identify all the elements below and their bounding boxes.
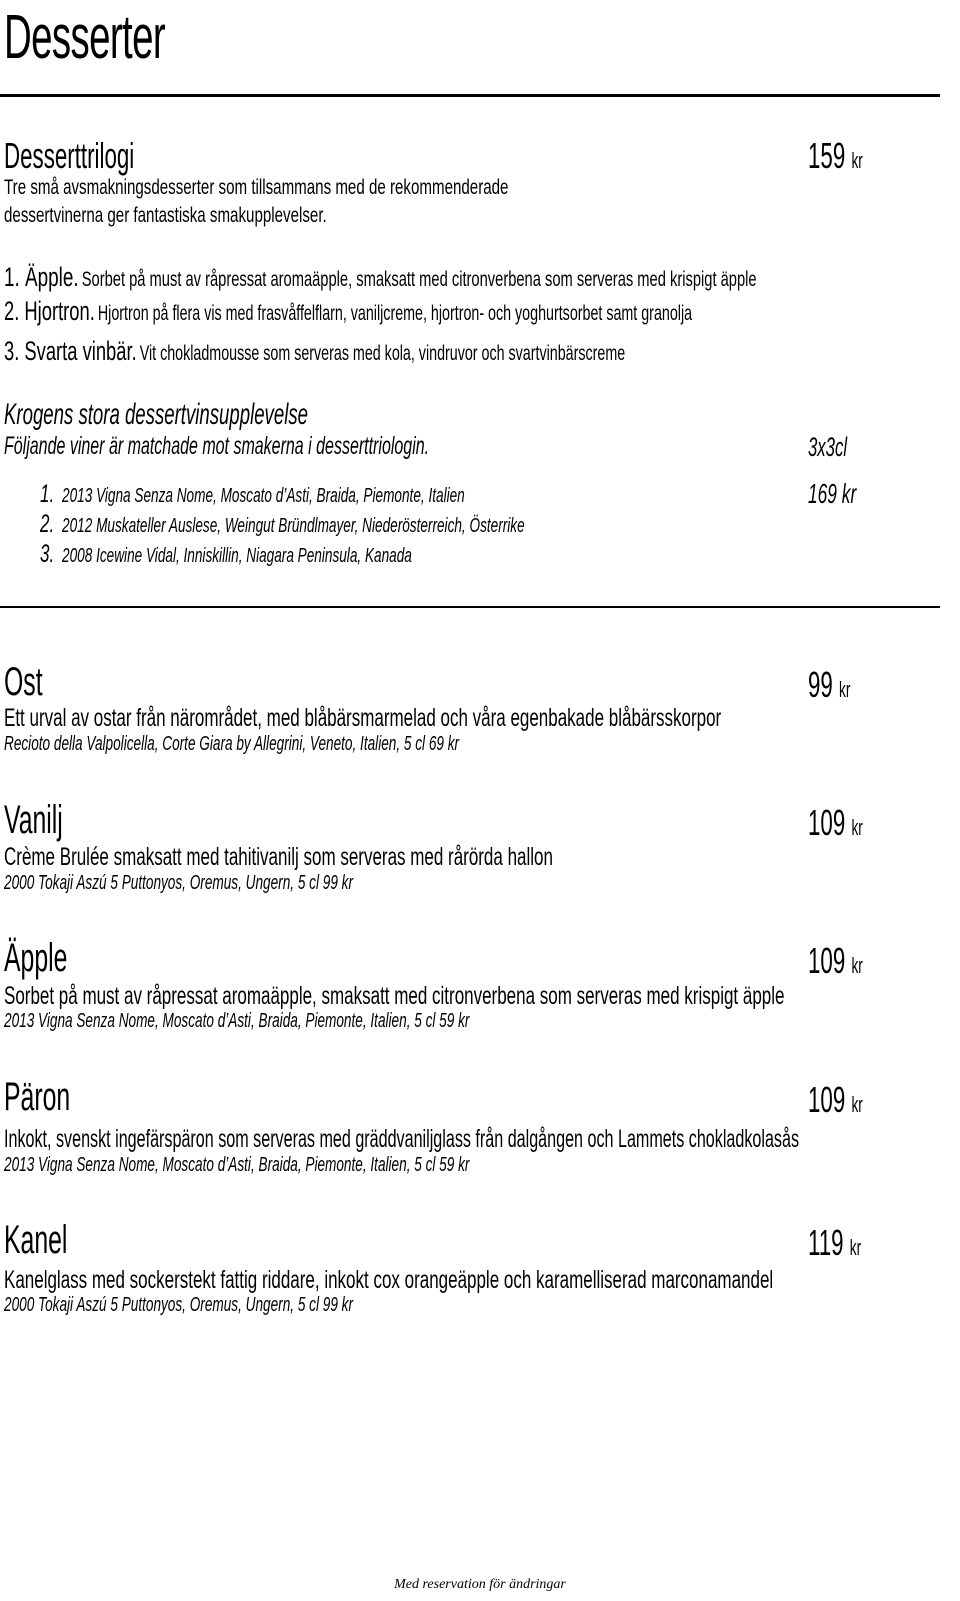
dish-name: Äpple: [4, 936, 68, 980]
footer-note: Med reservation för ändringar: [394, 1577, 566, 1592]
vinupplevelse-title: Krogens stora dessertvinsupplevelse: [4, 398, 308, 431]
dish-price-currency: kr: [849, 1235, 862, 1260]
dish-wine: 2000 Tokaji Aszú 5 Puttonyos, Oremus, Ungern, 5 cl 99 kr: [4, 872, 353, 894]
dish-wine: 2013 Vigna Senza Nome, Moscato d’Asti, Braida, Piemonte, Italien, 5 cl 59 kr: [4, 1154, 470, 1176]
dish-price-currency: kr: [851, 1092, 863, 1117]
trilogi-price-value: 159: [808, 135, 846, 176]
trilogi-item-desc: Sorbet på must av råpressat aromaäpple, smaksatt med citronverbena som serveras med krispigt äpple: [81, 268, 757, 291]
dish-price-currency: kr: [839, 677, 851, 702]
vinupplevelse-price: 169 kr: [808, 478, 857, 509]
dish-desc: Sorbet på must av råpressat aromaäpple, smaksatt med citronverbena som serveras med krispigt äpple: [4, 982, 785, 1010]
dish-desc: Kanelglass med sockerstekt fattig riddare, inkokt cox orangeäpple och karamelliserad marconamandel: [4, 1266, 774, 1294]
dish-wine: 2013 Vigna Senza Nome, Moscato d’Asti, Braida, Piemonte, Italien, 5 cl 59 kr: [4, 1010, 470, 1032]
dish-price-value: 109: [808, 802, 846, 843]
dish-desc: Ett urval av ostar från närområdet, med blåbärsmarmelad och våra egenbakade blåbärsskorpor: [4, 704, 722, 732]
vin-num: 3.: [40, 540, 55, 568]
vin-num: 1.: [40, 480, 55, 508]
vinupplevelse-subtitle: Följande viner är matchade mot smakerna i desserttriologin.: [4, 432, 430, 460]
trilogi-item-2: [4, 296, 692, 327]
dish-name: Päron: [4, 1075, 71, 1119]
trilogi-item-desc: Hjortron på flera vis med frasvåffelflarn, vaniljcreme, hjortron- och yoghurtsorbet samt granolja: [97, 302, 693, 325]
vin-text: 2013 Vigna Senza Nome, Moscato d’Asti, Braida, Piemonte, Italien: [62, 485, 465, 507]
trilogi-item-1: [4, 262, 757, 293]
trilogi-item-desc: Vit chokladmousse som serveras med kola, vindruvor och svartvinbärscreme: [139, 342, 626, 365]
trilogi-price: [808, 135, 863, 177]
dish-price-value: 99: [808, 664, 833, 705]
dish-price: [808, 664, 850, 706]
dish-price-value: 119: [808, 1222, 844, 1263]
dish-price-currency: kr: [851, 815, 863, 840]
trilogi-item-label: 2. Hjortron.: [4, 296, 95, 326]
vin-row-1: [40, 480, 465, 509]
vin-row-2: [40, 510, 525, 539]
section-divider: [0, 606, 940, 608]
vin-num: 2.: [40, 510, 55, 538]
dish-desc: Crème Brulée smaksatt med tahitivanilj som serveras med rårörda hallon: [4, 843, 553, 871]
dish-price: [808, 802, 863, 844]
dish-price: [808, 940, 863, 982]
dish-name: Kanel: [4, 1218, 68, 1262]
trilogi-item-3: [4, 336, 625, 367]
vin-text: 2008 Icewine Vidal, Inniskillin, Niagara Peninsula, Kanada: [62, 545, 412, 567]
dish-name: Ost: [4, 660, 43, 704]
trilogi-item-label: 1. Äpple.: [4, 262, 79, 292]
dish-price: [808, 1079, 863, 1121]
trilogi-item-label: 3. Svarta vinbär.: [4, 336, 137, 366]
dish-wine: Recioto della Valpolicella, Corte Giara by Allegrini, Veneto, Italien, 5 cl 69 kr: [4, 733, 460, 755]
dish-price: [808, 1222, 861, 1264]
trilogi-desc-line1: Tre små avsmakningsdesserter som tillsammans med de rekommenderade: [4, 176, 509, 199]
trilogi-title: Desserttrilogi: [4, 135, 135, 176]
dish-price-currency: kr: [851, 953, 863, 978]
dish-price-value: 109: [808, 940, 846, 981]
dish-price-value: 109: [808, 1079, 846, 1120]
trilogi-price-currency: kr: [851, 148, 863, 173]
vin-text: 2012 Muskateller Auslese, Weingut Bründlmayer, Niederösterreich, Österrike: [62, 515, 525, 537]
page-title: Desserter: [4, 3, 166, 72]
dish-name: Vanilj: [4, 798, 63, 842]
dish-wine: 2000 Tokaji Aszú 5 Puttonyos, Oremus, Ungern, 5 cl 99 kr: [4, 1294, 353, 1316]
vinupplevelse-measure: 3x3cl: [808, 432, 848, 462]
trilogi-desc-line2: dessertvinerna ger fantastiska smakupplevelser.: [4, 204, 327, 227]
title-divider: [0, 94, 940, 97]
dish-desc: Inkokt, svenskt ingefärspäron som serveras med gräddvaniljglass från dalgången och Lammets chokladkolasås: [4, 1125, 800, 1153]
vin-row-3: [40, 540, 412, 569]
